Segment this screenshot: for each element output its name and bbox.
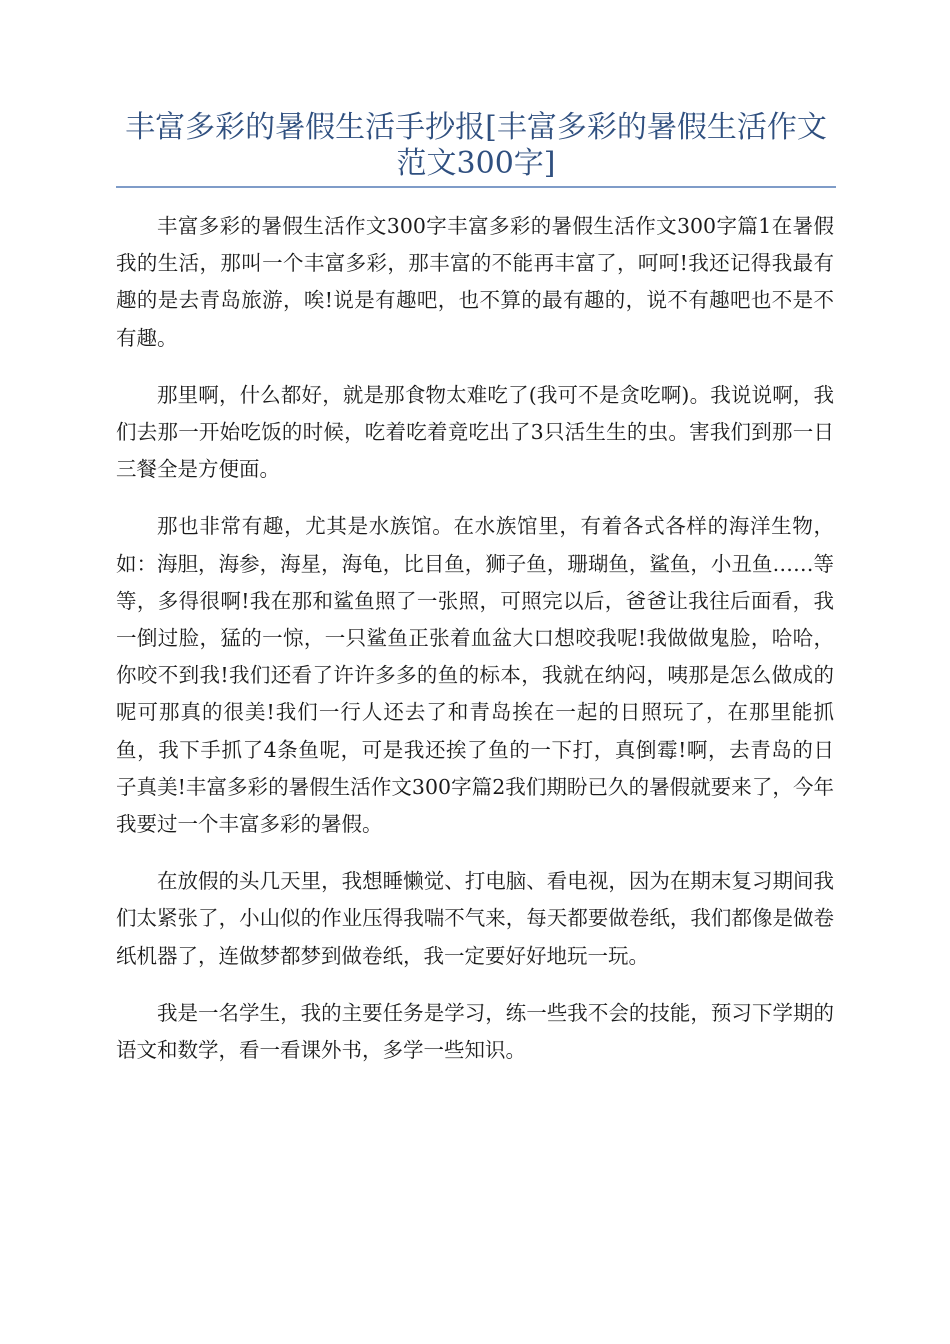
paragraph-4: 在放假的头几天里，我想睡懒觉、打电脑、看电视，因为在期末复习期间我们太紧张了，小山似的作业压得我喘不气来，每天都要做卷纸，我们都像是做卷纸机器了，连做梦都梦到做卷纸，我一定要好好地玩一玩。 (116, 869, 834, 968)
page-title: 丰富多彩的暑假生活手抄报[丰富多彩的暑假生活作文范文300字] (125, 110, 827, 181)
paragraph-3: 那也非常有趣，尤其是水族馆。在水族馆里，有着各式各样的海洋生物，如：海胆，海参，海星，海龟，比目鱼，狮子鱼，珊瑚鱼，鲨鱼，小丑鱼……等等，多得很啊!我在那和鲨鱼照了一张照，可照完以后，爸爸让我往后面看，我一倒过脸，猛的一惊，一只鲨鱼正张着血盆大口想咬我呢!我做做鬼脸，哈哈，你咬不到我!我们还看了许许多多的鱼的标本，我就在纳闷，咦那是怎么做成的呢可那真的很美!我们一行人还去了和青岛挨在一起的日照玩了，在那里能抓鱼，我下手抓了4条鱼呢，可是我还挨了鱼的一下打，真倒霉!啊，去青岛的日子真美!丰富多彩的暑假生活作文300字篇2我们期盼已久的暑假就要来了，今年我要过一个丰富多彩的暑假。 (116, 514, 834, 837)
paragraph-5: 我是一名学生，我的主要任务是学习，练一些我不会的技能，预习下学期的语文和数学，看一看课外书，多学一些知识。 (116, 1000, 834, 1063)
article-body (116, 208, 834, 1089)
paragraph-2: 那里啊，什么都好，就是那食物太难吃了(我可不是贪吃啊)。我说说啊，我们去那一开始吃饭的时候，吃着吃着竟吃出了3只活生生的虫。害我们到那一日三餐全是方便面。 (116, 382, 834, 482)
title-block (116, 110, 836, 188)
paragraph-1: 丰富多彩的暑假生活作文300字丰富多彩的暑假生活作文300字篇1在暑假我的生活，那叫一个丰富多彩，那丰富的不能再丰富了，呵呵!我还记得我最有趣的是去青岛旅游，唉!说是有趣吧，也不算的最有趣的，说不有趣吧也不是不有趣。 (116, 214, 834, 350)
